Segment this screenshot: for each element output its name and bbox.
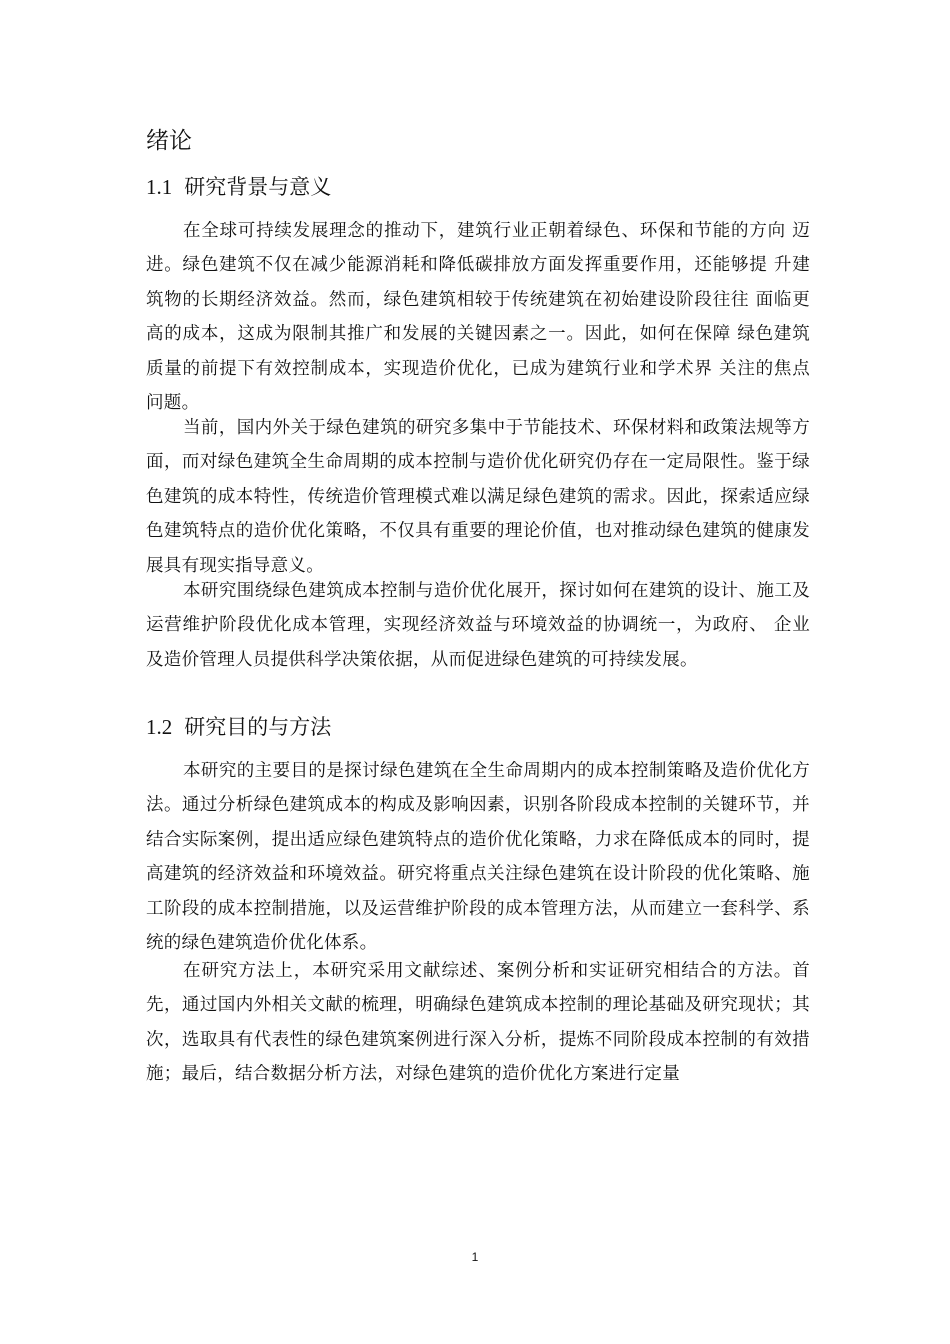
body-paragraph: 在研究方法上，本研究采用文献综述、案例分析和实证研究相结合的方法。首先，通过国内外相关文献的梳理，明确绿色建筑成本控制的理论基础及研究现状；其次，选取具有代表性的绿色建筑案例进行深入分析，提炼不同阶段成本控制的有效措施；最后，结合数据分析方法，对绿色建筑的造价优化方案进行定量 (146, 961, 810, 1085)
body-paragraph: 在全球可持续发展理念的推动下，建筑行业正朝着绿色、环保和节能的方向 迈进。绿色建筑不仅在减少能源消耗和降低碳排放方面发挥重要作用，还能够提 升建筑物的长期经济效益。然而，绿色建筑相较于传统建筑在初始建设阶段往往 面临更高的成本，这成为限制其推广和发展的关键因素之一。因此，如何在保障 绿色建筑质量的前提下有效控制成本，实现造价优化，已成为建筑行业和学术界 关注的焦点问题。 (146, 221, 810, 414)
section-number: 1.2 (146, 715, 173, 739)
body-paragraph: 本研究的主要目的是探讨绿色建筑在全生命周期内的成本控制策略及造价优化方法。通过分析绿色建筑成本的构成及影响因素，识别各阶段成本控制的关键环节，并结合实际案例，提出适应绿色建筑特点的造价优化策略，力求在降低成本的同时，提高建筑的经济效益和环境效益。研究将重点关注绿色建筑在设计阶段的优化策略、施工阶段的成本控制措施，以及运营维护阶段的成本管理方法，从而建立一套科学、系统的绿色建筑造价优化体系。 (146, 761, 810, 954)
page-number: 1 (471, 1250, 479, 1264)
section-title-text: 研究背景与意义 (184, 175, 332, 199)
section-number: 1.1 (146, 175, 173, 199)
chapter-title: 绪论 (146, 128, 192, 154)
section-heading-1-1 (146, 172, 331, 202)
section-heading-1-2 (146, 712, 331, 742)
body-paragraph: 当前，国内外关于绿色建筑的研究多集中于节能技术、环保材料和政策法规等方面，而对绿色建筑全生命周期的成本控制与造价优化研究仍存在一定局限性。鉴于绿色建筑的成本特性，传统造价管理模式难以满足绿色建筑的需求。因此，探索适应绿色建筑特点的造价优化策略，不仅具有重要的理论价值，也对推动绿色建筑的健康发展具有现实指导意义。 (146, 418, 810, 576)
body-paragraph: 本研究围绕绿色建筑成本控制与造价优化展开，探讨如何在建筑的设计、施工及运营维护阶段优化成本管理，实现经济效益与环境效益的协调统一，为政府、 企业及造价管理人员提供科学决策依据，从而促进绿色建筑的可持续发展。 (146, 581, 810, 670)
section-title-text: 研究目的与方法 (184, 715, 332, 739)
